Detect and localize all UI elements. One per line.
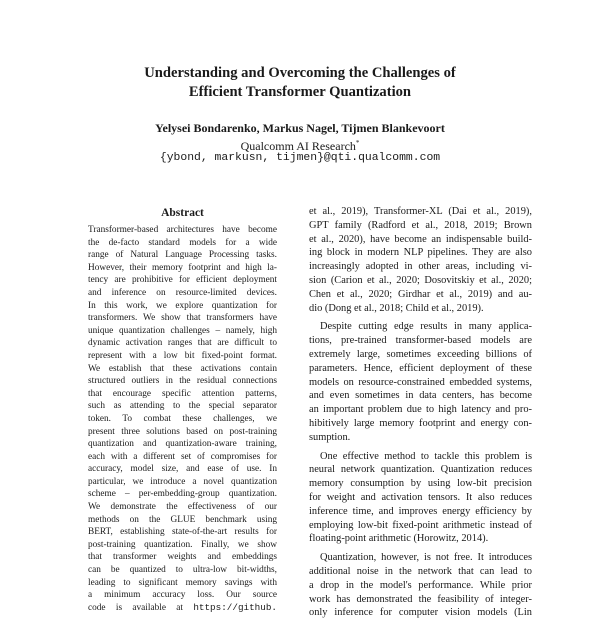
title-line-1: Understanding and Overcoming the Challenges of	[144, 65, 456, 81]
intro-line: neural network quantization. Quantization reduces	[309, 464, 532, 476]
abstract-code-text: code is available at	[88, 602, 194, 613]
intro-line: GPT family (Radford et al., 2018, 2019; Brown	[309, 219, 532, 231]
abstract-line: represent with a low bit fixed-point format.	[88, 350, 277, 361]
author-emails: {ybond, markusn, tijmen}@qti.qualcomm.com	[159, 152, 441, 164]
intro-paragraph	[309, 551, 532, 620]
abstract-line: Transformer-based architectures have become	[88, 225, 277, 235]
abstract-line: each with a different set of compromises for	[88, 451, 277, 462]
affiliation-footnote-mark: *	[355, 139, 360, 147]
intro-line: Despite cutting edge results in many applica-	[320, 321, 532, 333]
intro-line: dio (Dong et al., 2018; Child et al., 2019).	[309, 302, 484, 314]
abstract-line: methods on the GLUE benchmark using	[88, 514, 277, 525]
intro-line: tions, pre-trained transformer-based models are	[309, 335, 532, 347]
intro-line: Chen et al., 2020; Girdhar et al., 2019) and au-	[309, 288, 532, 300]
intro-line: additional noise in the network that can lead to	[309, 565, 532, 577]
author-list: Yelysei Bondarenko, Markus Nagel, Tijmen Blankevoort	[155, 121, 445, 135]
abstract-line: We establish that these activations contain	[88, 363, 277, 374]
abstract-line: scheme – per-embedding-group quantization.	[88, 489, 277, 500]
abstract-body	[88, 224, 277, 614]
intro-paragraph	[309, 320, 532, 444]
abstract-line: leading to significant memory savings with	[88, 577, 277, 588]
intro-line: a drop in the model's performance. While prior	[309, 579, 532, 591]
intro-line: memory consumption by using low-bit precision	[309, 478, 532, 490]
abstract-line: post-training quantization. Finally, we show	[88, 539, 277, 550]
abstract-line: the de-facto standard models for a wide	[88, 237, 277, 248]
abstract-line: accuracy, model size, and ease of use. In	[88, 464, 277, 475]
intro-line: increasingly adopted in other areas, including vi-	[309, 261, 532, 273]
abstract-line: transformers. We show that transformers have	[88, 313, 277, 324]
intro-line: et al., 2019), Transformer-XL (Dai et al., 2019),	[309, 206, 532, 217]
intro-line: work has demonstrated the feasibility of integer-	[309, 593, 532, 605]
abstract-line: quantization and quantization-aware training,	[88, 439, 277, 450]
affiliation-name: Qualcomm AI Research	[240, 139, 356, 153]
intro-line: sumption.	[309, 431, 351, 443]
abstract-line: structured outliers in the residual connections	[88, 376, 277, 387]
title-line-2: Efficient Transformer Quantization	[188, 84, 412, 100]
intro-line: extremely large, sometimes exceeding billions of	[309, 348, 532, 360]
abstract-line: dynamic activation ranges that are difficult to	[88, 338, 277, 349]
intro-line: Quantization, however, is not free. It introduces	[320, 552, 532, 564]
abstract-line: that encourage specific attention patterns,	[88, 388, 277, 399]
abstract-line: that transformer weights and embeddings	[88, 552, 277, 563]
intro-line: parameters. Hence, efficient deployment of these	[309, 362, 532, 374]
intro-line: inference time, and improves energy efficiency by	[309, 505, 532, 517]
intro-line: ing block in modern NLP pipelines. They are also	[309, 247, 532, 259]
intro-line: and even sometimes in data centers, has become	[309, 390, 532, 402]
introduction-column	[309, 205, 532, 620]
paper-title	[0, 64, 600, 102]
intro-line: an important problem due to high latency and pro-	[309, 404, 532, 416]
abstract-line: range of Natural Language Processing tasks.	[88, 250, 277, 261]
intro-line: only inference for computer vision models (Lin	[309, 607, 532, 619]
intro-paragraph	[309, 205, 532, 315]
intro-line: One effective method to tackle this problem is	[320, 450, 532, 462]
intro-line: et al., 2020), have become an indispensable build-	[309, 233, 532, 245]
abstract-line: particular, we introduce a novel quantization	[88, 476, 277, 487]
intro-line: employing low-bit fixed-point arithmetic instead of	[309, 519, 532, 531]
intro-line: for weight and activation tensors. It also reduces	[309, 491, 532, 503]
abstract-line: BERT, establishing state-of-the-art results for	[88, 527, 277, 538]
abstract-line: However, their memory footprint and high la-	[88, 262, 277, 273]
source-code-link[interactable]: https://github.	[193, 601, 277, 613]
intro-line: models on resource-constrained embedded systems,	[309, 376, 532, 388]
abstract-last-line	[88, 602, 277, 615]
abstract-line: such as attending to the special separator	[88, 401, 277, 412]
abstract-line: unique quantization challenges – namely, high	[88, 325, 277, 336]
abstract-line: present three solutions based on post-training	[88, 426, 277, 437]
abstract-line: We demonstrate the effectiveness of our	[88, 502, 277, 513]
abstract-heading: Abstract	[161, 207, 204, 219]
intro-line: sion (Carion et al., 2020; Dosovitskiy et al., 2020;	[309, 274, 532, 286]
abstract-line: a minimum accuracy loss. Our source	[88, 590, 277, 601]
abstract-line: In this work, we explore quantization for	[88, 300, 277, 311]
abstract-line: tency are prohibitive for efficient deployment	[88, 275, 277, 286]
intro-line: hibitively large memory footprint and energy con-	[309, 417, 532, 429]
intro-paragraph	[309, 450, 532, 547]
intro-line: floating-point arithmetic (Horowitz, 2014).	[309, 533, 489, 545]
abstract-line: can be quantized to ultra-low bit-widths,	[88, 565, 277, 576]
abstract-line: token. To combat these challenges, we	[88, 413, 277, 424]
abstract-line: and inference on resource-limited devices.	[88, 287, 277, 298]
